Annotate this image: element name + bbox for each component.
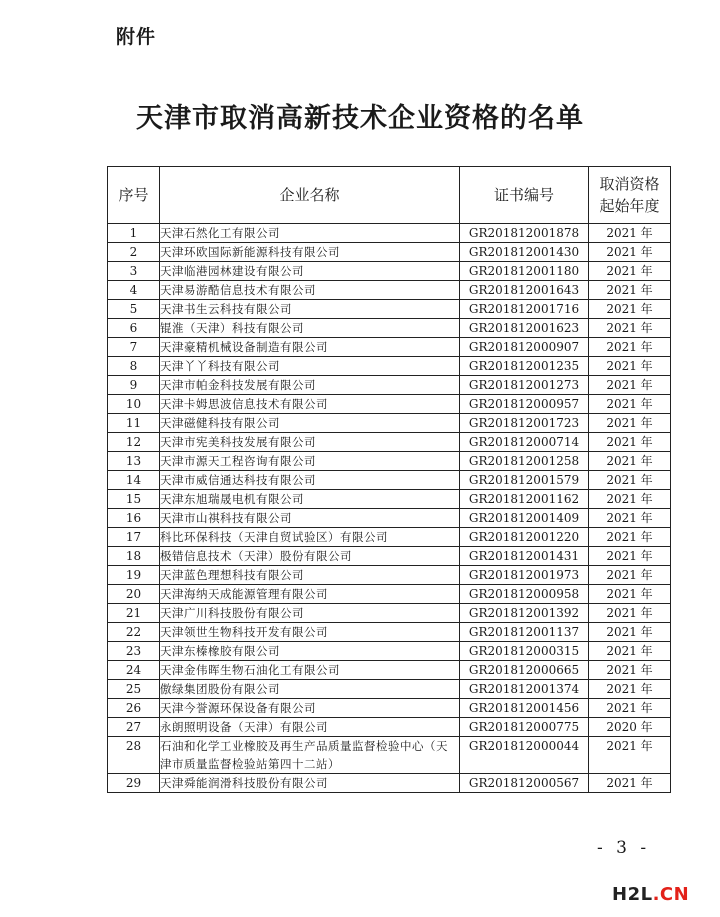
table-row bbox=[108, 528, 671, 547]
row-certificate-no: GR201812001723 bbox=[460, 414, 589, 433]
row-revocation-year: 2021 年 bbox=[589, 243, 671, 262]
row-certificate-no: GR201812001716 bbox=[460, 300, 589, 319]
row-revocation-year: 2021 年 bbox=[589, 300, 671, 319]
row-revocation-year: 2021 年 bbox=[589, 452, 671, 471]
row-revocation-year: 2021 年 bbox=[589, 680, 671, 699]
table-row bbox=[108, 338, 671, 357]
row-certificate-no: GR201812000907 bbox=[460, 338, 589, 357]
row-certificate-no: GR201812001180 bbox=[460, 262, 589, 281]
row-index: 20 bbox=[108, 585, 160, 604]
row-revocation-year: 2021 年 bbox=[589, 224, 671, 243]
row-certificate-no: GR201812001137 bbox=[460, 623, 589, 642]
row-certificate-no: GR201812000665 bbox=[460, 661, 589, 680]
row-revocation-year: 2021 年 bbox=[589, 585, 671, 604]
table-row bbox=[108, 376, 671, 395]
row-index: 7 bbox=[108, 338, 160, 357]
row-revocation-year: 2021 年 bbox=[589, 566, 671, 585]
row-revocation-year: 2020 年 bbox=[589, 718, 671, 737]
row-certificate-no: GR201812000714 bbox=[460, 433, 589, 452]
row-company-name: 天津金伟晖生物石油化工有限公司 bbox=[160, 661, 460, 680]
row-company-name: 永朗照明设备（天津）有限公司 bbox=[160, 718, 460, 737]
row-index: 9 bbox=[108, 376, 160, 395]
row-company-name: 极错信息技术（天津）股份有限公司 bbox=[160, 547, 460, 566]
row-revocation-year: 2021 年 bbox=[589, 661, 671, 680]
row-company-name: 天津市源天工程咨询有限公司 bbox=[160, 452, 460, 471]
row-certificate-no: GR201812000044 bbox=[460, 737, 589, 774]
row-index: 14 bbox=[108, 471, 160, 490]
row-index: 27 bbox=[108, 718, 160, 737]
row-index: 6 bbox=[108, 319, 160, 338]
table-row bbox=[108, 774, 671, 793]
row-index: 15 bbox=[108, 490, 160, 509]
header-certificate: 证书编号 bbox=[460, 167, 589, 224]
table-row bbox=[108, 433, 671, 452]
row-certificate-no: GR201812001392 bbox=[460, 604, 589, 623]
row-revocation-year: 2021 年 bbox=[589, 414, 671, 433]
row-company-name: 天津石然化工有限公司 bbox=[160, 224, 460, 243]
row-index: 19 bbox=[108, 566, 160, 585]
row-company-name: 天津东旭瑞晟电机有限公司 bbox=[160, 490, 460, 509]
table-row bbox=[108, 319, 671, 338]
row-revocation-year: 2021 年 bbox=[589, 433, 671, 452]
row-company-name: 天津广川科技股份有限公司 bbox=[160, 604, 460, 623]
row-certificate-no: GR201812001162 bbox=[460, 490, 589, 509]
header-year bbox=[589, 167, 671, 224]
row-index: 26 bbox=[108, 699, 160, 718]
row-company-name: 天津舜能润滑科技股份有限公司 bbox=[160, 774, 460, 793]
row-index: 3 bbox=[108, 262, 160, 281]
row-certificate-no: GR201812001374 bbox=[460, 680, 589, 699]
header-index: 序号 bbox=[108, 167, 160, 224]
revocation-table bbox=[107, 166, 671, 793]
row-certificate-no: GR201812000775 bbox=[460, 718, 589, 737]
row-company-name: 天津书生云科技有限公司 bbox=[160, 300, 460, 319]
row-company-name: 天津市威信通达科技有限公司 bbox=[160, 471, 460, 490]
table-row bbox=[108, 224, 671, 243]
row-certificate-no: GR201812000567 bbox=[460, 774, 589, 793]
table-row bbox=[108, 699, 671, 718]
table-row bbox=[108, 281, 671, 300]
row-revocation-year: 2021 年 bbox=[589, 376, 671, 395]
row-certificate-no: GR201812000957 bbox=[460, 395, 589, 414]
row-company-name: 天津易游酷信息技术有限公司 bbox=[160, 281, 460, 300]
row-certificate-no: GR201812001258 bbox=[460, 452, 589, 471]
header-company: 企业名称 bbox=[160, 167, 460, 224]
row-company-name: 石油和化学工业橡胶及再生产品质量监督检验中心（天津市质量监督检验站第四十二站） bbox=[160, 737, 460, 774]
row-certificate-no: GR201812001579 bbox=[460, 471, 589, 490]
row-revocation-year: 2021 年 bbox=[589, 509, 671, 528]
row-revocation-year: 2021 年 bbox=[589, 395, 671, 414]
row-company-name: 天津东榛橡胶有限公司 bbox=[160, 642, 460, 661]
row-certificate-no: GR201812001409 bbox=[460, 509, 589, 528]
row-certificate-no: GR201812000315 bbox=[460, 642, 589, 661]
row-index: 22 bbox=[108, 623, 160, 642]
table-row bbox=[108, 718, 671, 737]
row-revocation-year: 2021 年 bbox=[589, 490, 671, 509]
row-index: 12 bbox=[108, 433, 160, 452]
row-company-name: 天津市帕金科技发展有限公司 bbox=[160, 376, 460, 395]
table-row bbox=[108, 471, 671, 490]
row-revocation-year: 2021 年 bbox=[589, 547, 671, 566]
row-certificate-no: GR201812001430 bbox=[460, 243, 589, 262]
row-company-name: 科比环保科技（天津自贸试验区）有限公司 bbox=[160, 528, 460, 547]
row-company-name: 天津豪精机械设备制造有限公司 bbox=[160, 338, 460, 357]
row-company-name: 天津临港园林建设有限公司 bbox=[160, 262, 460, 281]
row-revocation-year: 2021 年 bbox=[589, 604, 671, 623]
table-row bbox=[108, 395, 671, 414]
row-certificate-no: GR201812001643 bbox=[460, 281, 589, 300]
row-company-name: 锟淮（天津）科技有限公司 bbox=[160, 319, 460, 338]
row-index: 18 bbox=[108, 547, 160, 566]
table-row bbox=[108, 357, 671, 376]
row-index: 4 bbox=[108, 281, 160, 300]
table-header-row bbox=[108, 167, 671, 224]
row-revocation-year: 2021 年 bbox=[589, 471, 671, 490]
row-company-name: 天津市山祺科技有限公司 bbox=[160, 509, 460, 528]
row-certificate-no: GR201812001456 bbox=[460, 699, 589, 718]
row-company-name: 天津海纳天成能源管理有限公司 bbox=[160, 585, 460, 604]
row-certificate-no: GR201812001878 bbox=[460, 224, 589, 243]
row-revocation-year: 2021 年 bbox=[589, 642, 671, 661]
table-row bbox=[108, 452, 671, 471]
table-row bbox=[108, 623, 671, 642]
row-index: 8 bbox=[108, 357, 160, 376]
row-index: 13 bbox=[108, 452, 160, 471]
row-revocation-year: 2021 年 bbox=[589, 623, 671, 642]
row-index: 23 bbox=[108, 642, 160, 661]
row-company-name: 天津环欧国际新能源科技有限公司 bbox=[160, 243, 460, 262]
table-row bbox=[108, 490, 671, 509]
row-company-name: 天津卡姆思波信息技术有限公司 bbox=[160, 395, 460, 414]
row-revocation-year: 2021 年 bbox=[589, 338, 671, 357]
table-row bbox=[108, 604, 671, 623]
row-certificate-no: GR201812001431 bbox=[460, 547, 589, 566]
table-row bbox=[108, 300, 671, 319]
row-certificate-no: GR201812001220 bbox=[460, 528, 589, 547]
table-row bbox=[108, 566, 671, 585]
row-index: 28 bbox=[108, 737, 160, 774]
row-index: 11 bbox=[108, 414, 160, 433]
row-index: 25 bbox=[108, 680, 160, 699]
row-company-name: 天津磁健科技有限公司 bbox=[160, 414, 460, 433]
attachment-label: 附件 bbox=[116, 26, 157, 48]
row-index: 10 bbox=[108, 395, 160, 414]
row-certificate-no: GR201812001973 bbox=[460, 566, 589, 585]
row-revocation-year: 2021 年 bbox=[589, 528, 671, 547]
table-row bbox=[108, 680, 671, 699]
table-row bbox=[108, 585, 671, 604]
row-index: 17 bbox=[108, 528, 160, 547]
row-revocation-year: 2021 年 bbox=[589, 774, 671, 793]
row-revocation-year: 2021 年 bbox=[589, 357, 671, 376]
row-company-name: 天津领世生物科技开发有限公司 bbox=[160, 623, 460, 642]
row-revocation-year: 2021 年 bbox=[589, 699, 671, 718]
table-row bbox=[108, 661, 671, 680]
row-revocation-year: 2021 年 bbox=[589, 737, 671, 774]
table-row bbox=[108, 642, 671, 661]
row-company-name: 天津今誉源环保设备有限公司 bbox=[160, 699, 460, 718]
row-revocation-year: 2021 年 bbox=[589, 281, 671, 300]
row-certificate-no: GR201812001623 bbox=[460, 319, 589, 338]
row-index: 24 bbox=[108, 661, 160, 680]
row-company-name: 傲绿集团股份有限公司 bbox=[160, 680, 460, 699]
table-body bbox=[108, 224, 671, 793]
row-index: 29 bbox=[108, 774, 160, 793]
row-index: 21 bbox=[108, 604, 160, 623]
header-year-line2: 起始年度 bbox=[599, 197, 660, 215]
table-row bbox=[108, 262, 671, 281]
page-number: - 3 - bbox=[597, 838, 651, 858]
table-row bbox=[108, 509, 671, 528]
row-company-name: 天津市宪美科技发展有限公司 bbox=[160, 433, 460, 452]
watermark-part2: .CN bbox=[652, 884, 690, 905]
table-row bbox=[108, 414, 671, 433]
header-year-line1: 取消资格 bbox=[599, 175, 660, 193]
row-certificate-no: GR201812001273 bbox=[460, 376, 589, 395]
table-row bbox=[108, 737, 671, 774]
row-certificate-no: GR201812000958 bbox=[460, 585, 589, 604]
page-title: 天津市取消高新技术企业资格的名单 bbox=[136, 103, 584, 134]
row-company-name: 天津蓝色理想科技有限公司 bbox=[160, 566, 460, 585]
watermark-logo bbox=[612, 884, 689, 905]
row-revocation-year: 2021 年 bbox=[589, 262, 671, 281]
watermark-part1: H2L bbox=[612, 884, 653, 905]
row-index: 16 bbox=[108, 509, 160, 528]
table-row bbox=[108, 243, 671, 262]
row-index: 5 bbox=[108, 300, 160, 319]
row-index: 2 bbox=[108, 243, 160, 262]
row-index: 1 bbox=[108, 224, 160, 243]
table-row bbox=[108, 547, 671, 566]
row-company-name: 天津丫丫科技有限公司 bbox=[160, 357, 460, 376]
row-revocation-year: 2021 年 bbox=[589, 319, 671, 338]
row-certificate-no: GR201812001235 bbox=[460, 357, 589, 376]
